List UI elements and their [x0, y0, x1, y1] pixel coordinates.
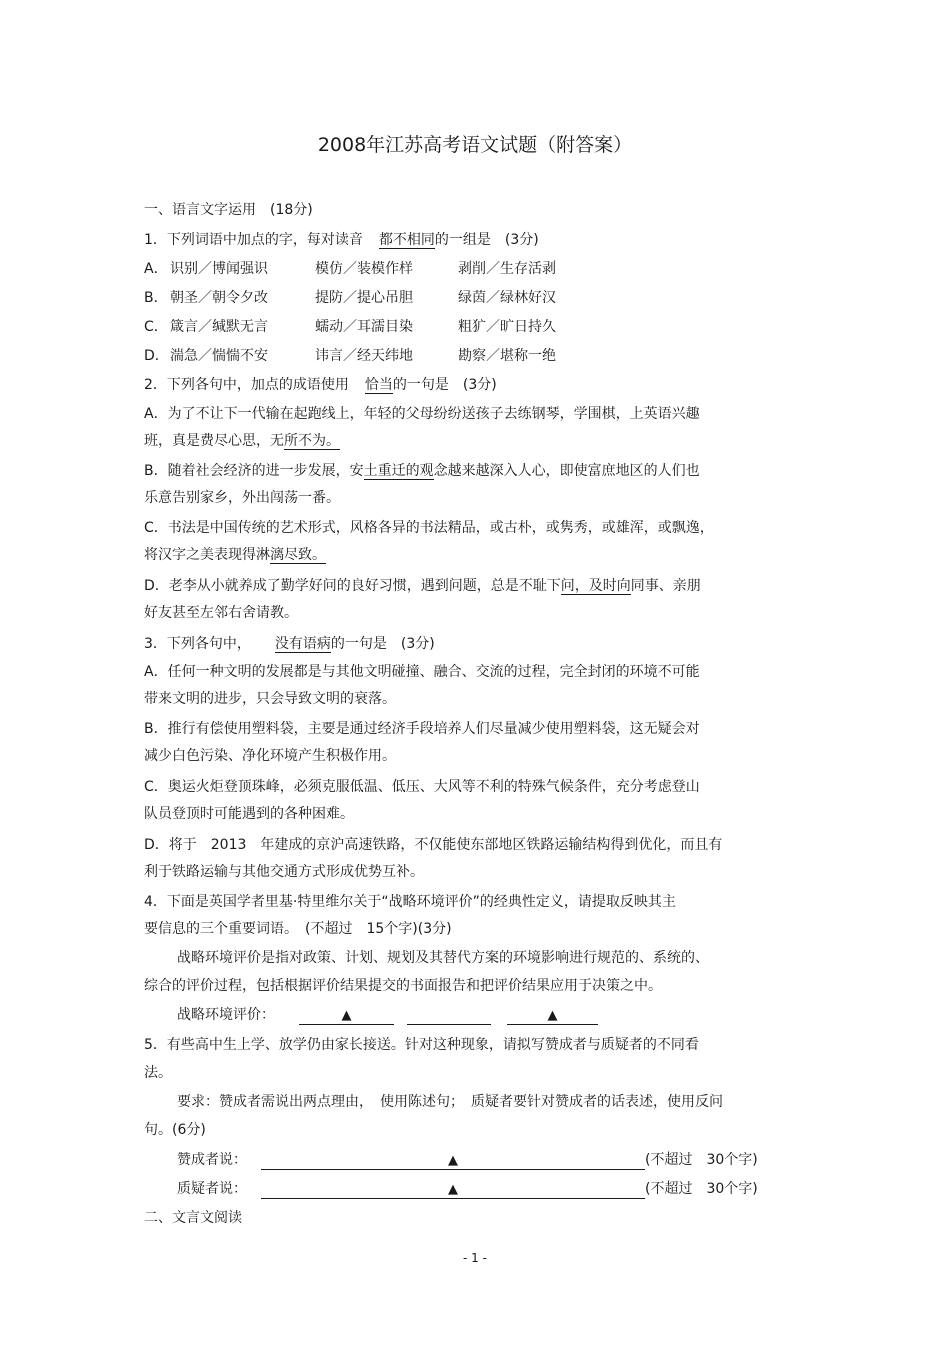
pro-answer-blank[interactable]: ▲	[261, 1151, 645, 1170]
page-number: - 1 -	[463, 1251, 487, 1265]
underlined-text: 土重迁的观	[363, 463, 434, 479]
q5-stem-line2: 法。	[144, 1065, 172, 1081]
q5-pro-row	[177, 1150, 758, 1170]
option-pair-3: 粗犷／旷日持久	[458, 319, 556, 335]
q1-stem-pre: 1．下列词语中加点的字，每对读音	[144, 232, 363, 248]
q2-option-a-line2	[144, 431, 340, 451]
q3-option-d-line2: 利于铁路运输与其他交通方式形成优势互补。	[144, 864, 424, 880]
page-title: 2008年江苏高考语文试题（附答案）	[317, 134, 633, 156]
answer-blank-1[interactable]: ▲	[299, 1006, 394, 1025]
underlined-text: 问，及时向	[560, 578, 631, 594]
option-pair-3: 绿茵／绿林好汉	[458, 290, 556, 306]
pro-label: 赞成者说：	[177, 1152, 247, 1168]
q2-option-d-line2: 好友甚至左邻右舍请教。	[144, 605, 298, 621]
q3-option-b-line1: B．推行有偿使用塑料袋，主要是通过经济手段培养人们尽量减少使用塑料袋，这无疑会对	[144, 721, 700, 737]
text: 班，真是费尽心思，无	[144, 433, 284, 449]
q2-option-b-line2: 乐意告别家乡，外出闯荡一番。	[144, 490, 340, 506]
q3-option-a-line1: A．任何一种文明的发展都是与其他文明碰撞、融合、交流的过程，完全封闭的环境不可能	[144, 664, 700, 680]
underlined-text: 漓尽致。	[270, 547, 326, 563]
q3-option-b-line2: 减少白色污染、净化环境产生积极作用。	[144, 748, 396, 764]
text: 将汉字之美表现得淋	[144, 547, 270, 563]
option-pair-3: 剥削／生存活剥	[458, 261, 556, 277]
text: 念越来越深入人心，即使富庶地区的人们也	[433, 463, 700, 479]
q4-passage-line2: 综合的评价过程，包括根据评价结果提交的书面报告和把评价结果应用于决策之中。	[144, 978, 662, 994]
text: B．随着社会经济的进一步发展，安	[144, 463, 364, 479]
q5-con-row	[177, 1179, 758, 1199]
underlined-text: 所不为。	[284, 433, 340, 449]
section-heading-2: 二、文言文阅读	[144, 1210, 242, 1226]
q5-stem-line1: 5．有些高中生上学、放学仍由家长接送。针对这种现象，请拟写赞成者与质疑者的不同看	[144, 1037, 699, 1053]
option-pair-2: 讳言／经天纬地	[315, 348, 413, 364]
option-label: C．	[144, 319, 168, 335]
text: 同事、亲朋	[630, 578, 701, 594]
q4-stem-line2: 要信息的三个重要词语。 (不超过 15个字)(3分)	[144, 921, 452, 937]
con-limit: (不超过 30个字)	[645, 1181, 758, 1197]
option-pair-1: 朝圣／朝令夕改	[170, 290, 268, 306]
q3-stem-pre: 3．下列各句中，	[144, 636, 251, 652]
q4-stem-line1: 4．下面是英国学者里基·特里维尔关于“战略环境评价”的经典性定义，请提取反映其主	[144, 894, 676, 910]
q3-option-a-line2: 带来文明的进步，只会导致文明的衰落。	[144, 691, 396, 707]
q3-option-d-line1: D．将于 2013 年建成的京沪高速铁路，不仅能使东部地区铁路运输结构得到优化，而且有	[144, 837, 723, 853]
q1-option-d	[144, 346, 556, 366]
text: D．老李从小就养成了勤学好问的良好习惯，遇到问题，总是不耻下	[144, 578, 561, 594]
q2-stem-pre: 2．下列各句中，加点的成语使用	[144, 377, 349, 393]
option-pair-3: 勘察／堪称一绝	[458, 348, 556, 364]
q2-stem-emphasis: 恰当	[364, 377, 393, 393]
q1-option-b	[144, 288, 556, 308]
q3-stem-post: 的一句是 (3分)	[330, 636, 435, 652]
option-pair-1: 识别／博闻强识	[170, 261, 268, 277]
con-label: 质疑者说：	[177, 1181, 247, 1197]
option-label: D．	[144, 348, 169, 364]
q4-answer-row	[177, 1005, 598, 1025]
pro-limit: (不超过 30个字)	[645, 1152, 758, 1168]
q2-option-c-line1: C．书法是中国传统的艺术形式，风格各异的书法精品，或古朴，或隽秀，或雄浑，或飘逸，	[144, 520, 714, 536]
option-pair-2: 蠕动／耳濡目染	[315, 319, 413, 335]
q1-stem	[144, 230, 539, 250]
option-label: B．	[144, 290, 168, 306]
q2-stem-post: 的一句是 (3分)	[392, 377, 497, 393]
con-answer-blank[interactable]: ▲	[261, 1180, 645, 1199]
q2-option-d-line1	[144, 576, 701, 596]
section-heading-1: 一、语言文字运用 (18分)	[144, 202, 313, 218]
option-pair-1: 箴言／缄默无言	[170, 319, 268, 335]
q4-passage-line1: 战略环境评价是指对政策、计划、规划及其替代方案的环境影响进行规范的、系统的、	[177, 950, 709, 966]
q3-option-c-line2: 队员登顶时可能遇到的各种困难。	[144, 806, 354, 822]
q2-option-c-line2	[144, 545, 326, 565]
q5-requirement-line2: 句。(6分)	[144, 1122, 206, 1138]
answer-blank-3[interactable]: ▲	[507, 1006, 598, 1025]
q3-stem-emphasis: 没有语病	[274, 636, 331, 652]
q2-option-a-line1: A．为了不让下一代输在起跑线上，年轻的父母纷纷送孩子去练钢琴，学围棋，上英语兴趣	[144, 406, 700, 422]
q3-option-c-line1: C．奥运火炬登顶珠峰，必须克服低温、低压、大风等不利的特殊气候条件，充分考虑登山	[144, 779, 700, 795]
q2-stem	[144, 375, 497, 395]
q2-option-b-line1	[144, 461, 700, 481]
answer-label: 战略环境评价：	[177, 1007, 275, 1023]
option-label: A．	[144, 261, 168, 277]
q1-option-a	[144, 259, 556, 279]
option-pair-2: 提防／提心吊胆	[315, 290, 413, 306]
q1-stem-post: 的一组是 (3分)	[434, 232, 539, 248]
q1-option-c	[144, 317, 556, 337]
answer-blank-2[interactable]	[407, 1006, 491, 1025]
q5-requirement-line1: 要求：赞成者需说出两点理由， 使用陈述句； 质疑者要针对赞成者的话表述，使用反问	[177, 1094, 723, 1110]
q3-stem	[144, 634, 435, 654]
q1-stem-emphasis: 都不相同	[378, 232, 435, 248]
option-pair-2: 模仿／装模作样	[315, 261, 413, 277]
option-pair-1: 湍急／惴惴不安	[170, 348, 268, 364]
